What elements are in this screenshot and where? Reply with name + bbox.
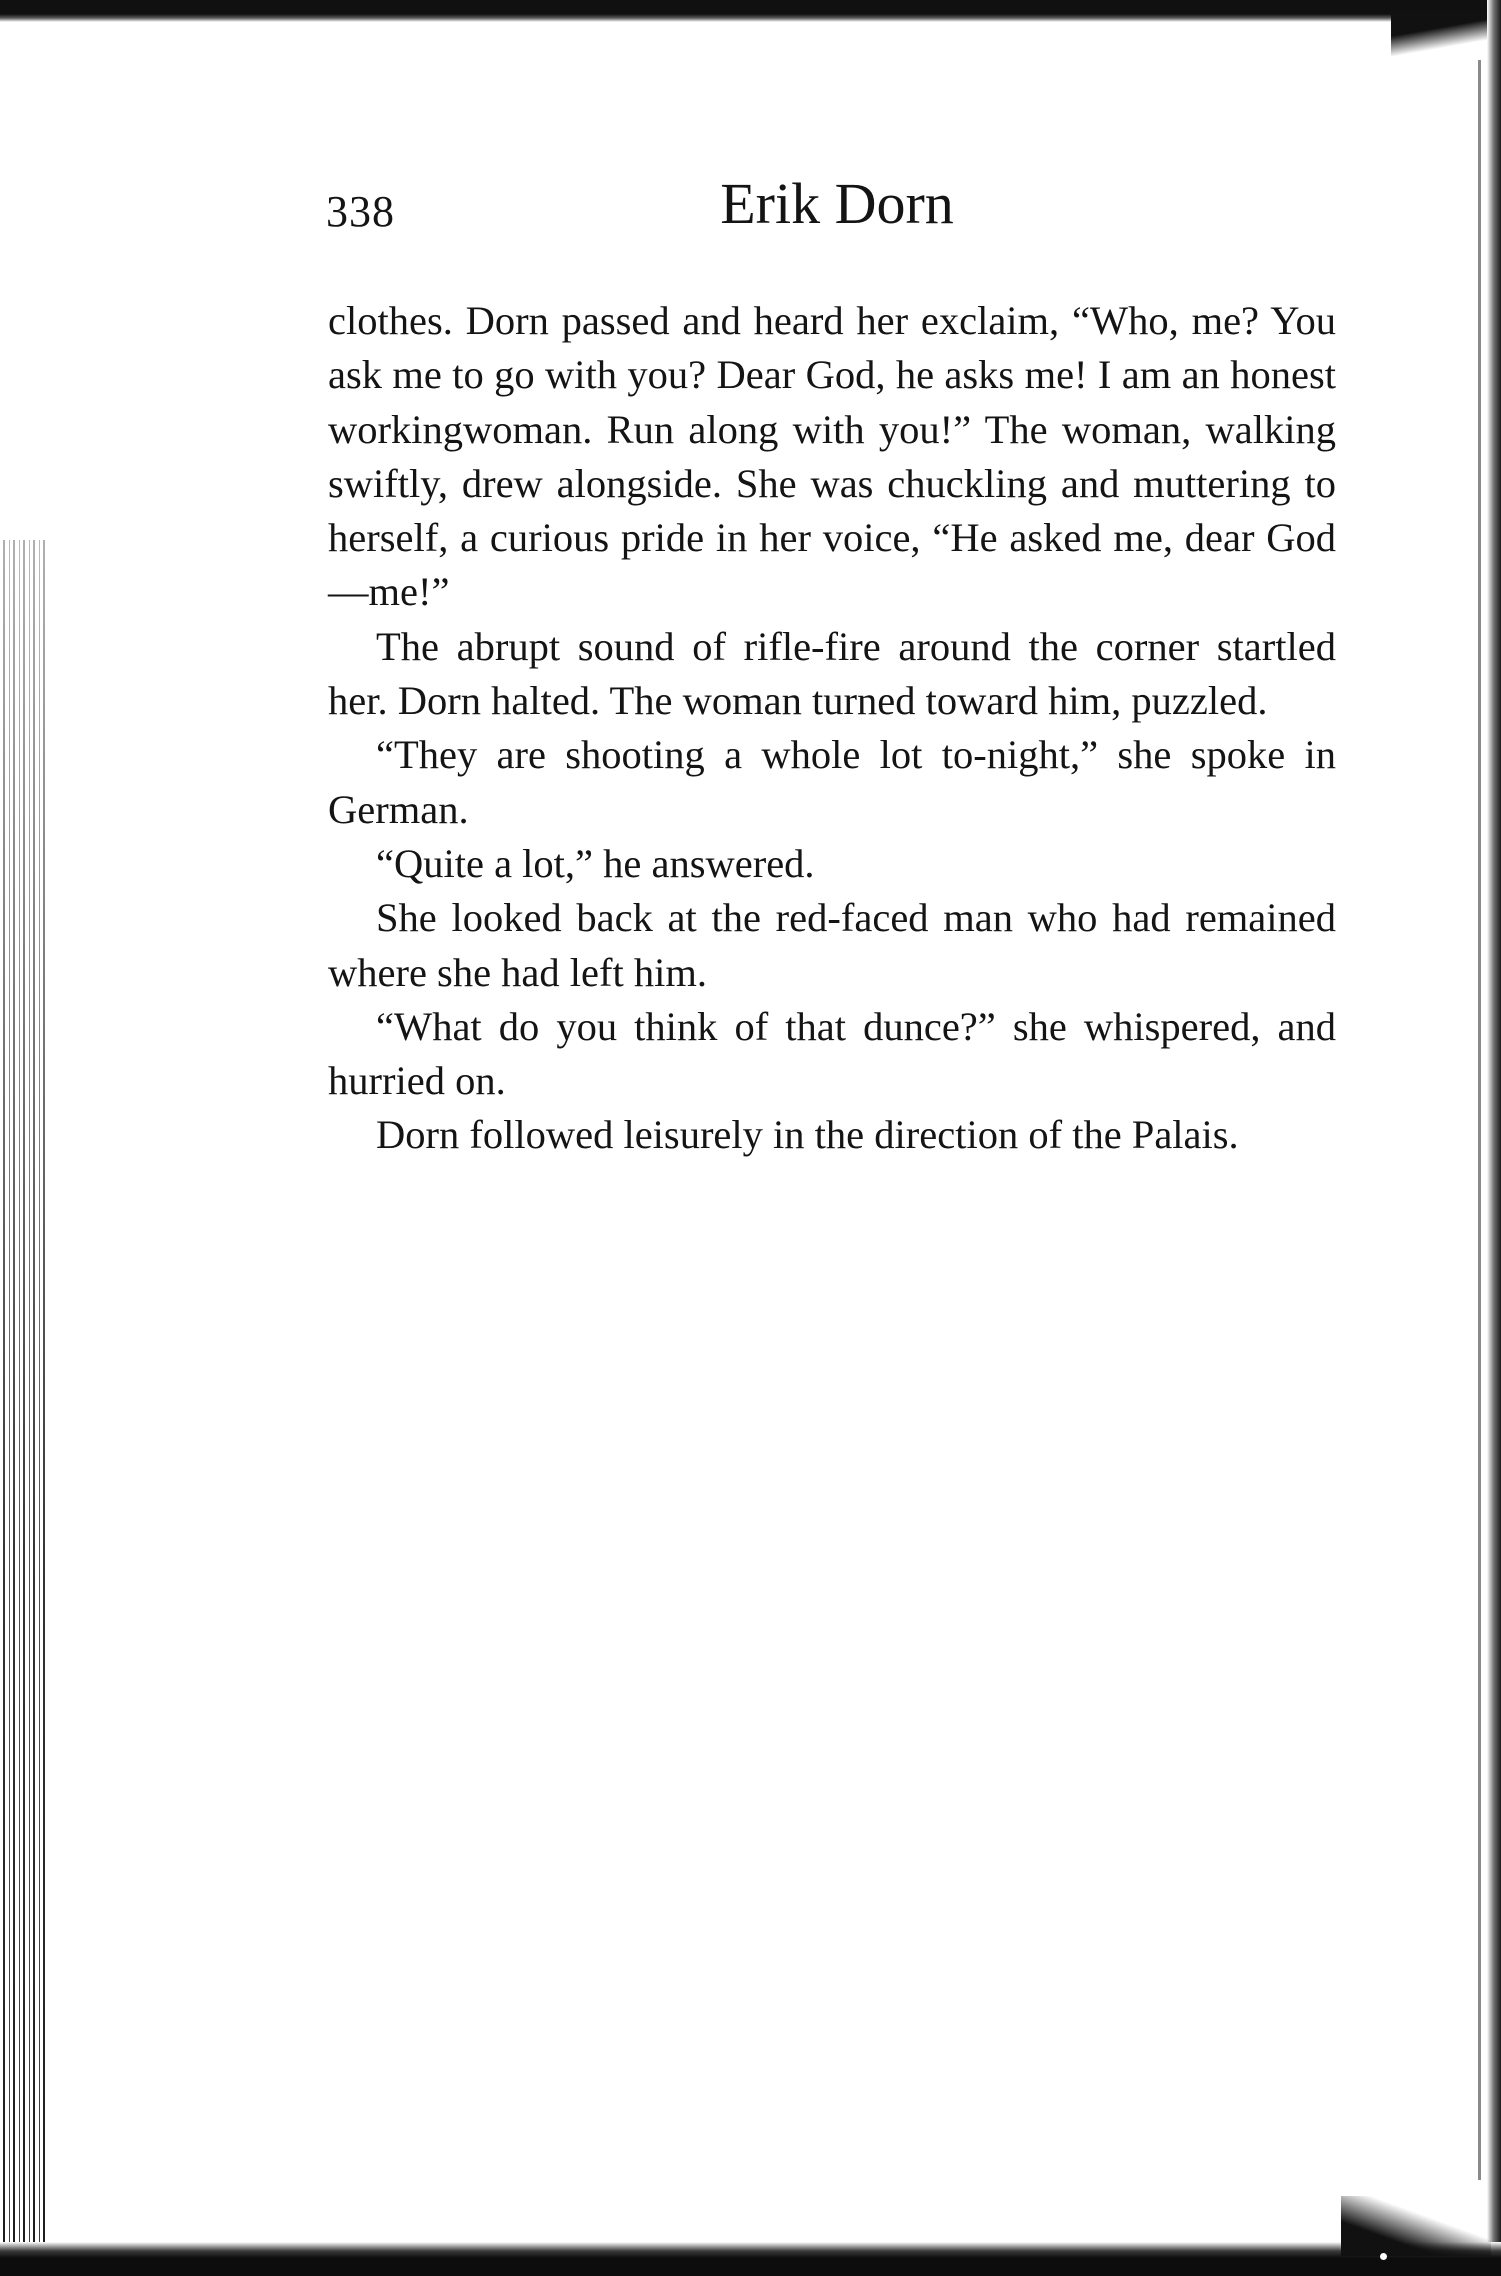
running-title: Erik Dorn bbox=[720, 171, 954, 236]
scan-left-binding-edge bbox=[0, 540, 46, 2276]
paragraph: The abrupt sound of rifle-fire around the corner startled her. Dorn halted. The woman turned toward him, puzzled. bbox=[328, 623, 1336, 724]
scan-top-curl bbox=[1391, 10, 1501, 56]
paragraph-continued: clothes. Dorn passed and heard her exclaim, “Who, me? You ask me to go with you? Dear God, he asks me! I am an honest workingwoman. Run along with you!” The woman, walking swiftly, drew alongside. She was chuckling and muttering to herself, a curious pride in her voice, “He asked me, dear God—me!” bbox=[328, 298, 1336, 615]
scan-right-gutter-line bbox=[1478, 60, 1481, 2180]
body-text bbox=[328, 294, 1336, 1163]
scan-top-edge bbox=[0, 0, 1501, 22]
scan-bottom-curl bbox=[1341, 2196, 1491, 2256]
running-head bbox=[326, 168, 1338, 248]
paragraph: “They are shooting a whole lot to-night,” she spoke in German. bbox=[328, 732, 1336, 832]
paragraph: “Quite a lot,” he answered. bbox=[376, 840, 815, 886]
page-number: 338 bbox=[326, 187, 395, 236]
paragraph-last: Dorn followed leisurely in the direction of the Palais. bbox=[376, 1112, 1239, 1158]
paragraph: She looked back at the red-faced man who had remained where she had left him. bbox=[328, 895, 1336, 995]
paragraph: “What do you think of that dunce?” she whispered, and hurried on. bbox=[328, 1003, 1336, 1104]
scan-bottom-edge bbox=[0, 2242, 1501, 2276]
scan-right-edge bbox=[1487, 0, 1501, 2276]
scan-speck bbox=[1380, 2253, 1387, 2260]
